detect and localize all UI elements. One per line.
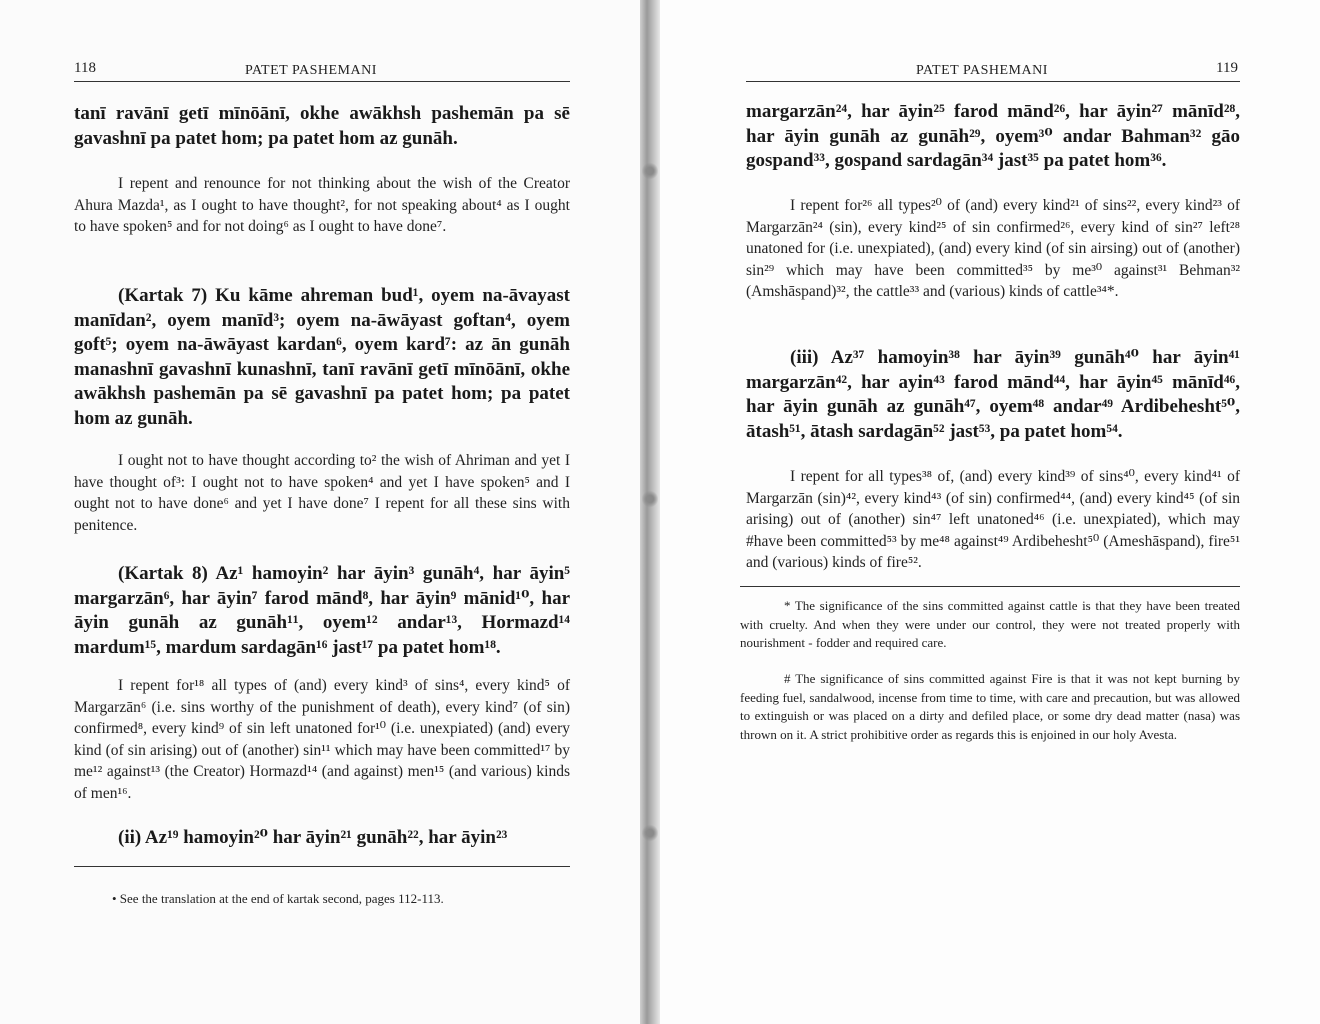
footnote: • See the translation at the end of kartak second, pages 112-113. [112,891,444,906]
page-number: 119 [1216,60,1238,76]
transliteration-paragraph: (ii) Az¹⁹ hamoyin²⁰ har āyin²¹ gunāh²², har āyin²³ [118,827,508,848]
translation-paragraph: I ought not to have thought according to² the wish of Ahriman and yet I have thought of³: I ought not to have spoken⁴ and yet I have spoken⁵ and I ought not to have done⁶ and yet I have done⁷ I repent for all these sins with penitence. [74,452,570,534]
transliteration-paragraph: margarzān²⁴, har āyin²⁵ farod mānd²⁶, har āyin²⁷ mānīd²⁸, har āyin gunāh az gunāh²⁹, oyem³⁰ andar Bahman³² gāo gospand³³, gospand sardagān³⁴ jast³⁵ pa patet hom³⁶. [746,101,1240,171]
page-number: 118 [74,60,96,76]
running-head: PATET PASHEMANI [916,63,1048,78]
translation-paragraph: I repent and renounce for not thinking about the wish of the Creator Ahura Mazda¹, as I ought to have thought², for not speaking about⁴ as I ought to have spoken⁵ and for not doing⁶ as I ought to have done⁷. [74,175,570,235]
right-page [660,0,1320,1024]
left-page [0,0,640,1024]
footnote: * The significance of the sins committed against cattle is that they have been treated with cruelty. And when they were under our control, they were not treated properly with nourishment - fodder and required care. [740,598,1240,650]
binding-mark [642,490,658,508]
footnote-rule [740,586,1240,587]
translation-paragraph: I repent for²⁶ all types²⁰ of (and) every kind²¹ of sins²², every kind²³ of Margarzān²⁴ (sin), every kind²⁵ of sin confirmed²⁶, every kind of sin²⁷ left²⁸ unatoned for (i.e. unexpiated), (and) every kind (of sin airsing) out of (another) sin²⁹ which may have been committed³⁵ by me³⁰ against³¹ Behman³² (Amshāspand)³², the cattle³³ and (various) kinds of cattle³⁴*. [746,197,1240,300]
binding-mark [642,162,658,180]
header-rule [746,81,1240,82]
translation-paragraph: I repent for all types³⁸ of, (and) every kind³⁹ of sins⁴⁰, every kind⁴¹ of Margarzān (sin)⁴², every kind⁴³ (of sin) confirmed⁴⁴, (and) every kind⁴⁵ (of sin arising) out of (another) sin⁴⁷ left unatoned⁴⁶ (i.e. unexpiated), which may #have been committed⁵³ by me⁴⁸ against⁴⁹ Ardibehesht⁵⁰ (Ameshāspand), fire⁵¹ and (various) kinds of fire⁵². [746,468,1240,571]
transliteration-paragraph: tanī ravānī getī mīnōānī, okhe awākhsh pashemān pa sē gavashnī pa patet hom; pa patet hom az gunāh. [74,103,570,149]
binding-mark [642,824,658,842]
transliteration-paragraph: (Kartak 7) Ku kāme ahreman bud¹, oyem na-āvayast manīdan², oyem manīd³; oyem na-āwāyast goftan⁴, oyem goft⁵; oyem na-āwāyast kardan⁶, oyem kard⁷: az ān gunāh manashnī gavashnī kunashnī, tanī ravānī getī mīnōānī, okhe awākhsh pashemān pa sē gavashnī pa patet hom; pa patet hom az gunāh. [74,285,570,429]
footnote-rule [74,866,570,867]
transliteration-paragraph: (Kartak 8) Az¹ hamoyin² har āyin³ gunāh⁴, har āyin⁵ margarzān⁶, har āyin⁷ farod mānd⁸, har āyin⁹ mānid¹⁰, har āyin gunāh az gunāh¹¹, oyem¹² andar¹³, Hormazd¹⁴ mardum¹⁵, mardum sardagān¹⁶ jast¹⁷ pa patet hom¹⁸. [74,563,570,658]
running-head: PATET PASHEMANI [245,63,377,78]
transliteration-paragraph: (iii) Az³⁷ hamoyin³⁸ har āyin³⁹ gunāh⁴⁰ har āyin⁴¹ margarzān⁴², har ayin⁴³ farod mānd⁴⁴, har āyin⁴⁵ mānīd⁴⁶, har āyin gunāh az gunāh⁴⁷, oyem⁴⁸ andar⁴⁹ Ardibehesht⁵⁰, ātash⁵¹, ātash sardagān⁵² jast⁵³, pa patet hom⁵⁴. [746,347,1240,442]
book-gutter [640,0,660,1024]
footnote: # The significance of sins committed against Fire is that it was not kept burning by feeding fuel, sandalwood, incense from time to time, with care and precaution, but was allowed to extinguish or was placed on a dirty and defiled place, or some dry dead matter (nasa) was thrown on it. A strict prohibitive order as regards this is enjoined in our holy Avesta. [740,671,1240,742]
header-rule [74,81,570,82]
translation-paragraph: I repent for¹⁸ all types of (and) every kind³ of sins⁴, every kind⁵ of Margarzān⁶ (i.e. sins worthy of the punishment of death), every kind⁷ (of sin) confirmed⁸, every kind⁹ of sin left unatoned for¹⁰ (i.e. unexpiated) (and) every kind (of sin arising) out of (another) sin¹¹ which may have been committed¹⁷ by me¹² against¹³ (the Creator) Hormazd¹⁴ (and against) men¹⁵ (and various) kinds of men¹⁶. [74,677,570,802]
